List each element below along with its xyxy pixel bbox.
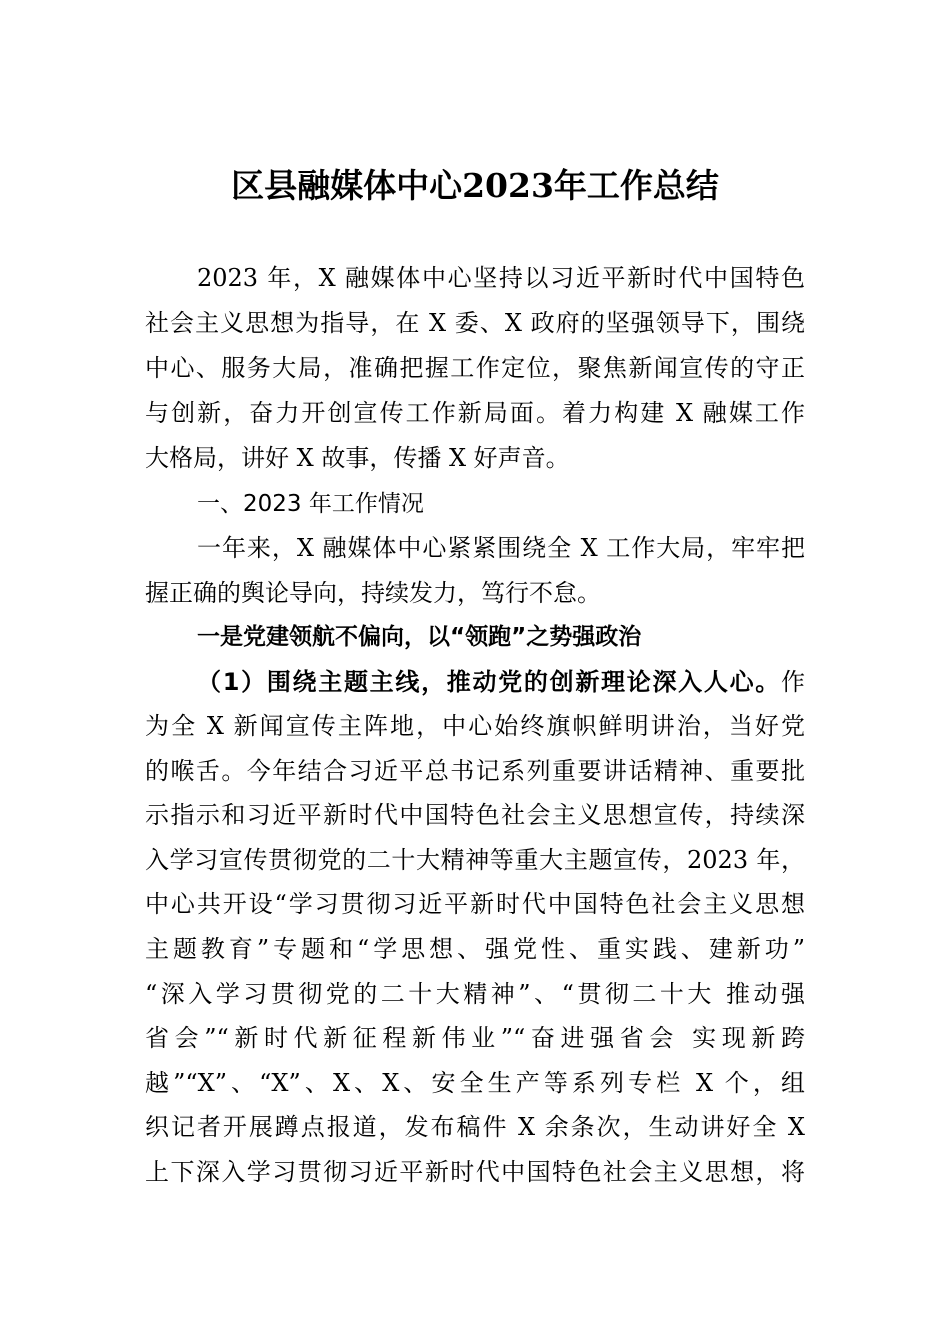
- item1-bold-lead: （1）围绕主题主线，推动党的创新理论深入人心。: [197, 668, 781, 696]
- item1-line-9: 越”“X”、“X”、X、X、安全生产等系列专栏 X 个，组: [145, 1069, 805, 1097]
- item1-line-3: 示指示和习近平新时代中国特色社会主义思想宣传，持续深: [145, 801, 805, 829]
- subheading: 一是党建领航不偏向，以“领跑”之势强政治: [197, 624, 642, 650]
- intro-line-5: 大格局，讲好 X 故事，传播 X 好声音。: [145, 444, 570, 472]
- section1-line-1: 一年来，X 融媒体中心紧紧围绕全 X 工作大局，牢牢把: [197, 534, 805, 562]
- item1-line-2: 的喉舌。今年结合习近平总书记系列重要讲话精神、重要批: [145, 757, 805, 785]
- intro-line-1: 2023 年，X 融媒体中心坚持以习近平新时代中国特色: [197, 264, 805, 292]
- item1-first-tail: 作: [781, 668, 805, 696]
- item1-line-6: 主题教育”专题和“学思想、强党性、重实践、建新功”: [145, 935, 805, 963]
- item1-line-1: 为全 X 新闻宣传主阵地，中心始终旗帜鲜明讲治，当好党: [145, 712, 805, 740]
- item1-line-4: 入学习宣传贯彻党的二十大精神等重大主题宣传，2023 年，: [145, 846, 805, 874]
- item1-line-11: 上下深入学习贯彻习近平新时代中国特色社会主义思想，将: [145, 1158, 805, 1186]
- item1-line-5: 中心共开设“学习贯彻习近平新时代中国特色社会主义思想: [145, 890, 805, 918]
- intro-line-4: 与创新，奋力开创宣传工作新局面。着力构建 X 融媒工作: [145, 399, 805, 427]
- section1-line-2: 握正确的舆论导向，持续发力，笃行不怠。: [145, 579, 601, 607]
- section-heading: 一、2023 年工作情况: [197, 491, 424, 517]
- item1-line-10: 织记者开展蹲点报道，发布稿件 X 余条次，生动讲好全 X: [145, 1113, 805, 1141]
- document-title: 区县融媒体中心2023年工作总结: [231, 166, 719, 205]
- intro-line-3: 中心、服务大局，准确把握工作定位，聚焦新闻宣传的守正: [145, 354, 805, 382]
- intro-line-2: 社会主义思想为指导，在 X 委、X 政府的坚强领导下，围绕: [145, 309, 805, 337]
- item1-line-7: “深入学习贯彻党的二十大精神”、“贯彻二十大 推动强: [145, 980, 805, 1008]
- item1-line-8: 省会”“新时代新征程新伟业”“奋进强省会 实现新跨: [145, 1024, 805, 1052]
- item1-first-line: [197, 667, 805, 697]
